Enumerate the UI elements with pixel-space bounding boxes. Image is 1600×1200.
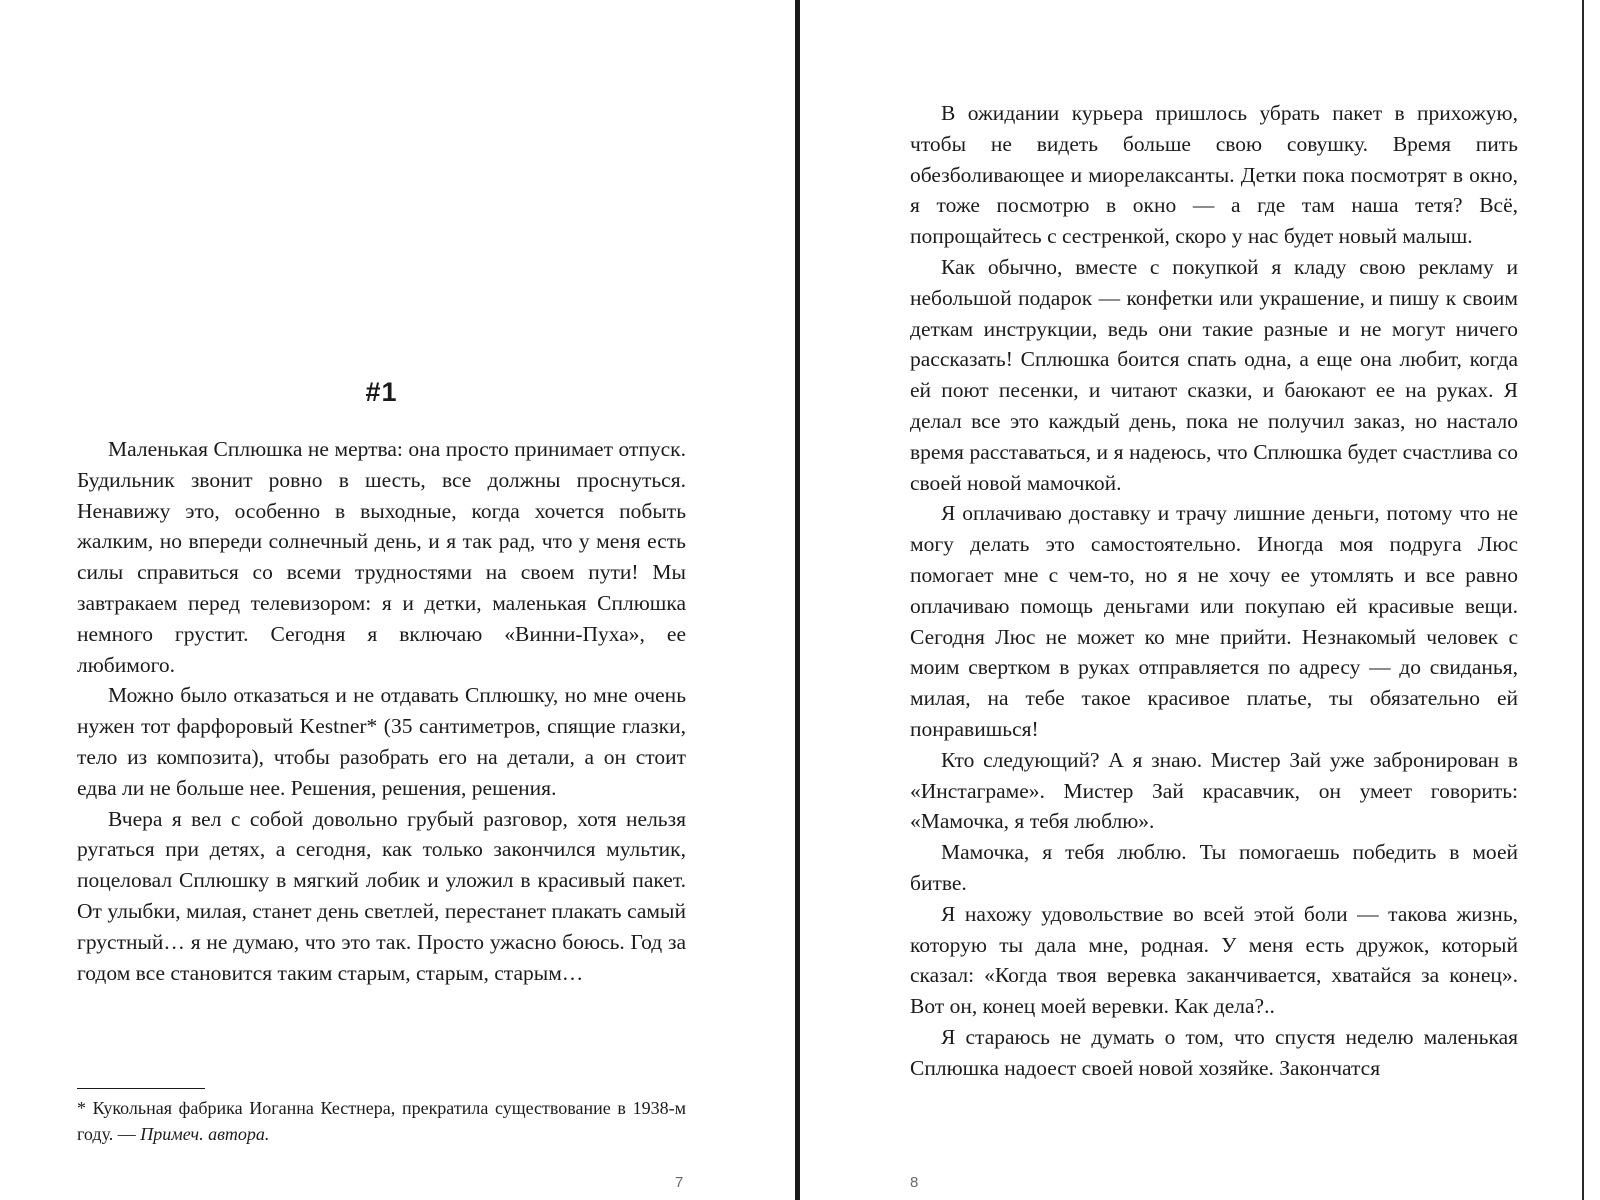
paragraph: В ожидании курьера пришлось убрать пакет в прихожую, чтобы не видеть больше свою совушку. Время пить обезболивающее и миорелаксанты. Детки пока посмотрят в окно, я тоже посмотрю в окно — а где там наша тетя? Всё, попрощайтесь с сестренкой, скоро у нас будет новый малыш. (910, 101, 1518, 249)
paragraph: Я нахожу удовольствие во всей этой боли — такова жизнь, которую ты дала мне, родная. У меня есть дружок, который сказал: «Когда твоя веревка заканчивается, хватайся за конец». Вот он, конец моей веревки. Как дела?.. (910, 901, 1518, 1019)
paragraph: Кто следующий? А я знаю. Мистер Зай уже забронирован в «Инстаграме». Мистер Зай красавчик, он умеет говорить: «Мамочка, я тебя люблю». (910, 747, 1518, 834)
footnote-text: * Кукольная фабрика Иоганна Кестнера, прекратила существование в 1938-м году. — (77, 1098, 686, 1144)
left-page-body (77, 434, 686, 988)
page-number: 7 (675, 1174, 684, 1191)
right-page-body (910, 98, 1518, 1084)
page-number: 8 (910, 1174, 919, 1191)
paragraph: Вчера я вел с собой довольно грубый разговор, хотя нельзя ругаться при детях, а сегодня, как только закончился мультик, поцеловал Сплюшку в мягкий лобик и уложил в красивый пакет. От улыбки, милая, станет день светлей, перестанет плакать самый грустный… я не думаю, что это так. Просто ужасно боюсь. Год за годом все становится таким старым, старым, старым… (77, 806, 686, 985)
footnote (77, 1095, 686, 1147)
paragraph: Мамочка, я тебя люблю. Ты помогаешь победить в моей битве. (910, 840, 1518, 895)
page-edge (1582, 0, 1584, 1200)
paragraph: Я стараюсь не думать о том, что спустя неделю маленькая Сплюшка надоест своей новой хозяйке. Закончатся (910, 1024, 1518, 1080)
right-page (800, 0, 1582, 1200)
left-page (0, 0, 795, 1200)
paragraph: Я оплачиваю доставку и трачу лишние деньги, потому что не могу делать это самостоятельно. Иногда моя подруга Люс помогает мне с чем-то, но я не хочу ее утомлять и все равно оплачиваю помощь деньгами или покупаю ей красивые вещи. Сегодня Люс не может ко мне прийти. Незнакомый человек с моим свертком в руках отправляется по адресу — до свиданья, милая, на тебе такое красивое платье, ты обязательно ей понравишься! (910, 501, 1518, 741)
chapter-title: #1 (365, 377, 398, 407)
paragraph: Как обычно, вместе с покупкой я кладу свою рекламу и небольшой подарок — конфетки или украшение, и пишу к своим деткам инструкции, ведь они такие разные и не могут ничего рассказать! Сплюшка боится спать одна, а еще она любит, когда ей поют песенки, и читают сказки, и баюкают ее на руках. Я делал все это каждый день, пока не получил заказ, но настало время расставаться, и я надеюсь, что Сплюшка будет счастлива со своей новой мамочкой. (910, 254, 1518, 495)
paragraph: Маленькая Сплюшка не мертва: она просто принимает отпуск. Будильник звонит ровно в шесть, все должны проснуться. Ненавижу это, особенно в выходные, когда хочется побыть жалким, но впереди солнечный день, и я так рад, что у меня есть силы справиться со всеми трудностями на своем пути! Мы завтракаем перед телевизором: я и детки, маленькая Сплюшка немного грустит. Сегодня я включаю «Винни-Пуха», ее любимого. (77, 437, 686, 677)
footnote-divider (77, 1088, 205, 1089)
paragraph: Можно было отказаться и не отдавать Сплюшку, но мне очень нужен тот фарфоровый Kestner* (35 сантиметров, спящие глазки, тело из композита), чтобы разобрать его на детали, а он стоит едва ли не больше нее. Решения, решения, решения. (77, 683, 686, 800)
footnote-attribution: Примеч. автора. (140, 1124, 270, 1144)
